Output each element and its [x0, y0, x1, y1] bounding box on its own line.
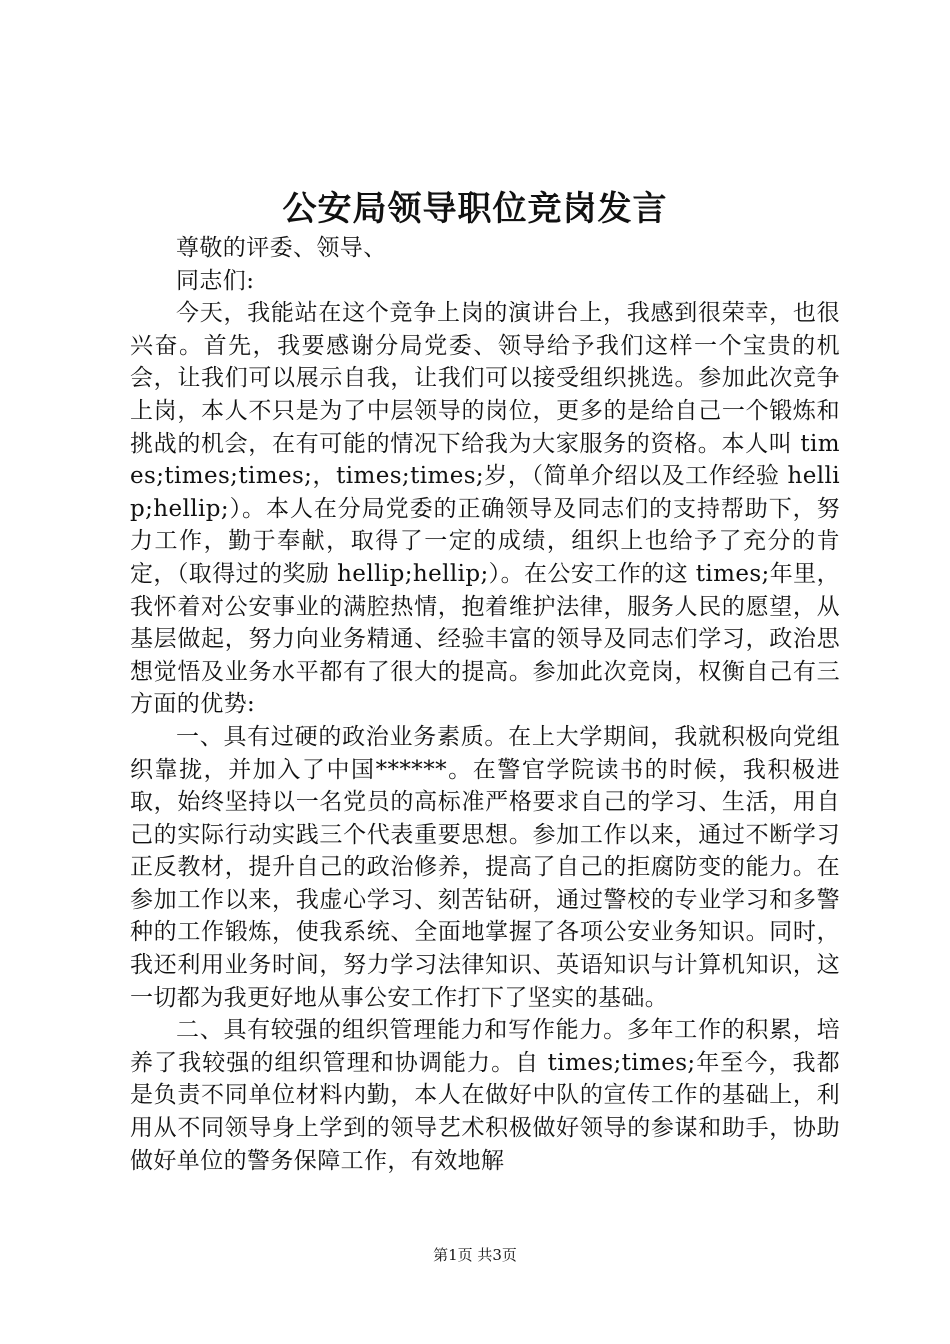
- document-body: [130, 232, 840, 1177]
- salutation-line-1: 尊敬的评委、领导、: [176, 235, 387, 261]
- page-footer: 第1页 共3页: [433, 1246, 517, 1264]
- paragraph-intro: 今天，我能站在这个竞争上岗的演讲台上，我感到很荣幸，也很兴奋。首先，我要感谢分局党委、领导给予我们这样一个宝贵的机会，让我们可以展示自我，让我们可以接受组织挑选。参加此次竞争上岗，本人不只是为了中层领导的岗位，更多的是给自己一个锻炼和挑战的机会，在有可能的情况下给我为大家服务的资格。本人叫 times;times;times;，times;times;岁，（简单介绍以及工作经验 hellip;hellip;）。本人在分局党委的正确领导及同志们的支持帮助下，努力工作，勤于奉献，取得了一定的成绩，组织上也给予了充分的肯定，（取得过的奖励 hellip;hellip;）。在公安工作的这 times;年里，我怀着对公安事业的满腔热情，抱着维护法律，服务人民的愿望，从基层做起，努力向业务精通、经验丰富的领导及同志们学习，政治思想觉悟及业务水平都有了很大的提高。参加此次竞岗，权衡自己有三方面的优势:: [130, 300, 840, 718]
- paragraph-advantage-2: 二、具有较强的组织管理能力和写作能力。多年工作的积累，培养了我较强的组织管理和协调能力。自 times;times;年至今，我都是负责不同单位材料内勤，本人在做好中队的宣传工作的基础上，利用从不同领导身上学到的领导艺术积极做好领导的参谋和助手，协助做好单位的警务保障工作，有效地解: [130, 1017, 840, 1174]
- salutation-line-2: 同志们:: [176, 267, 255, 294]
- paragraph-advantage-1: 一、具有过硬的政治业务素质。在上大学期间，我就积极向党组织靠拢，并加入了中国******。在警官学院读书的时候，我积极进取，始终坚持以一名党员的高标准严格要求自己的学习、生活，用自己的实际行动实践三个代表重要思想。参加工作以来，通过不断学习正反教材，提升自己的政治修养，提高了自己的拒腐防变的能力。在参加工作以来，我虚心学习、刻苦钻研，通过警校的专业学习和多警种的工作锻炼，使我系统、全面地掌握了各项公安业务知识。同时，我还利用业务时间，努力学习法律知识、英语知识与计算机知识，这一切都为我更好地从事公安工作打下了坚实的基础。: [130, 723, 840, 1011]
- document-title: 公安局领导职位竞岗发言: [282, 189, 668, 229]
